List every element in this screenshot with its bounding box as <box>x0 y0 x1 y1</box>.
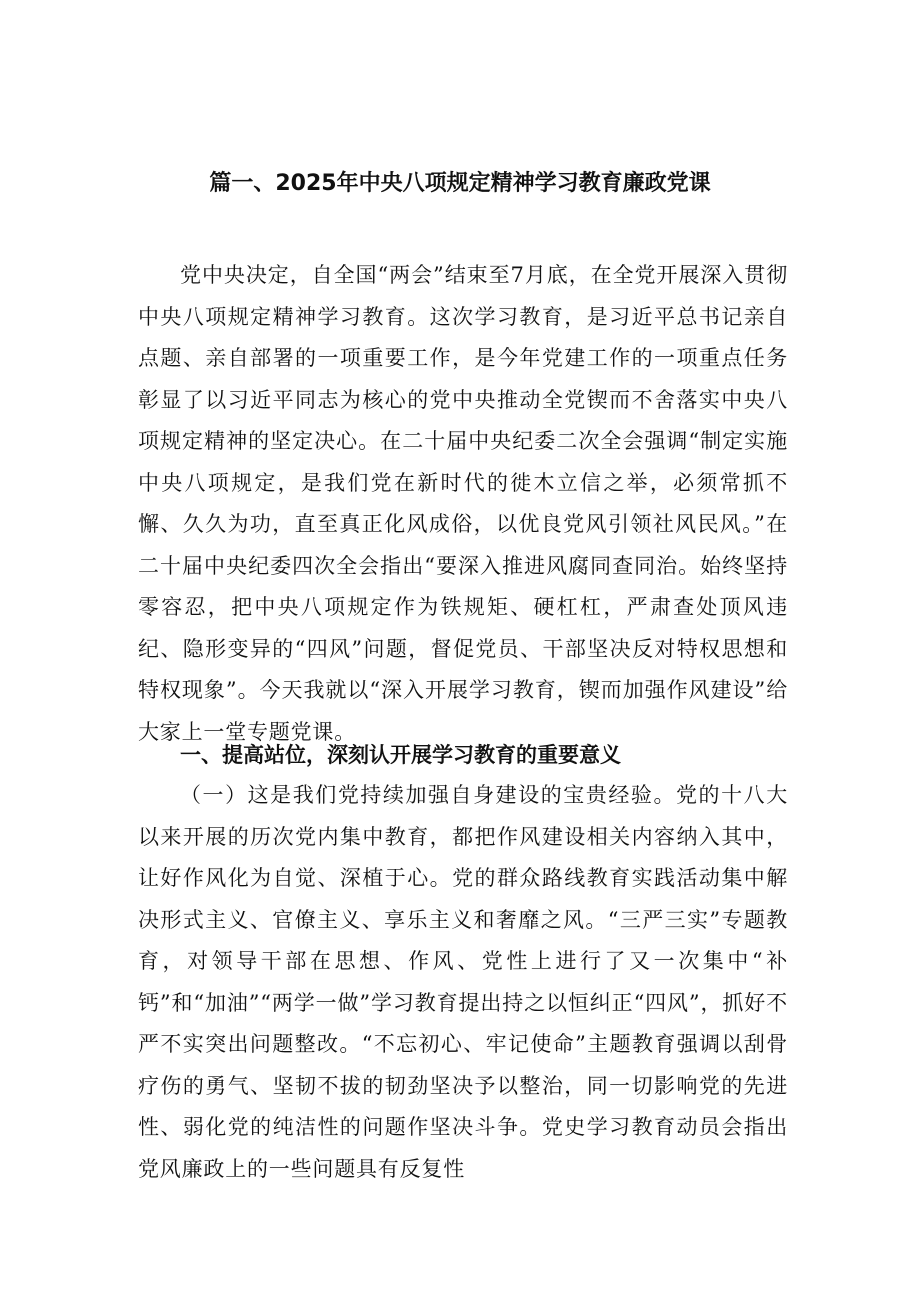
paragraph-section-1: （一）这是我们党持续加强自身建设的宝贵经验。党的十八大以来开展的历次党内集中教育，都把作风建设相关内容纳入其中，让好作风化为自觉、深植于心。党的群众路线教育实践活动集中解决形式主义、官僚主义、享乐主义和奢靡之风。“三严三实”专题教育，对领导干部在思想、作风、党性上进行了又一次集中“补钙”和“加油”“两学一做”学习教育提出持之以恒纠正“四风”，抓好不严不实突出问题整改。“不忘初心、牢记使命”主题教育强调以刮骨疗伤的勇气、坚韧不拔的韧劲坚决予以整治，同一切影响党的先进性、弱化党的纯洁性的问题作坚决斗争。党史学习教育动员会指出党风廉政上的一些问题具有反复性 <box>138 783 788 1181</box>
section-heading-1: 一、提高站位，深刻认开展学习教育的重要意义 <box>180 743 621 767</box>
document-title: 篇一、2025年中央八项规定精神学习教育廉政党课 <box>209 171 711 196</box>
paragraph-intro: 党中央决定，自全国“两会”结束至7月底，在全党开展深入贯彻中央八项规定精神学习教育。这次学习教育，是习近平总书记亲自点题、亲自部署的一项重要工作，是今年党建工作的一项重点任务彰显了以习近平同志为核心的党中央推动全党锲而不舍落实中央八项规定精神的坚定决心。在二十届中央纪委二次全会强调“制定实施中央八项规定，是我们党在新时代的徙木立信之举，必须常抓不懈、久久为功，直至真正化风成俗，以优良党风引领社风民风。”在二十届中央纪委四次全会指出“要深入推进风腐同查同治。始终坚持零容忍，把中央八项规定作为铁规矩、硬杠杠，严肃查处顶风违纪、隐形变异的“四风”问题，督促党员、干部坚决反对特权思想和特权现象”。今天我就以“深入开展学习教育，锲而加强作风建设”给大家上一堂专题党课。 <box>138 263 788 744</box>
